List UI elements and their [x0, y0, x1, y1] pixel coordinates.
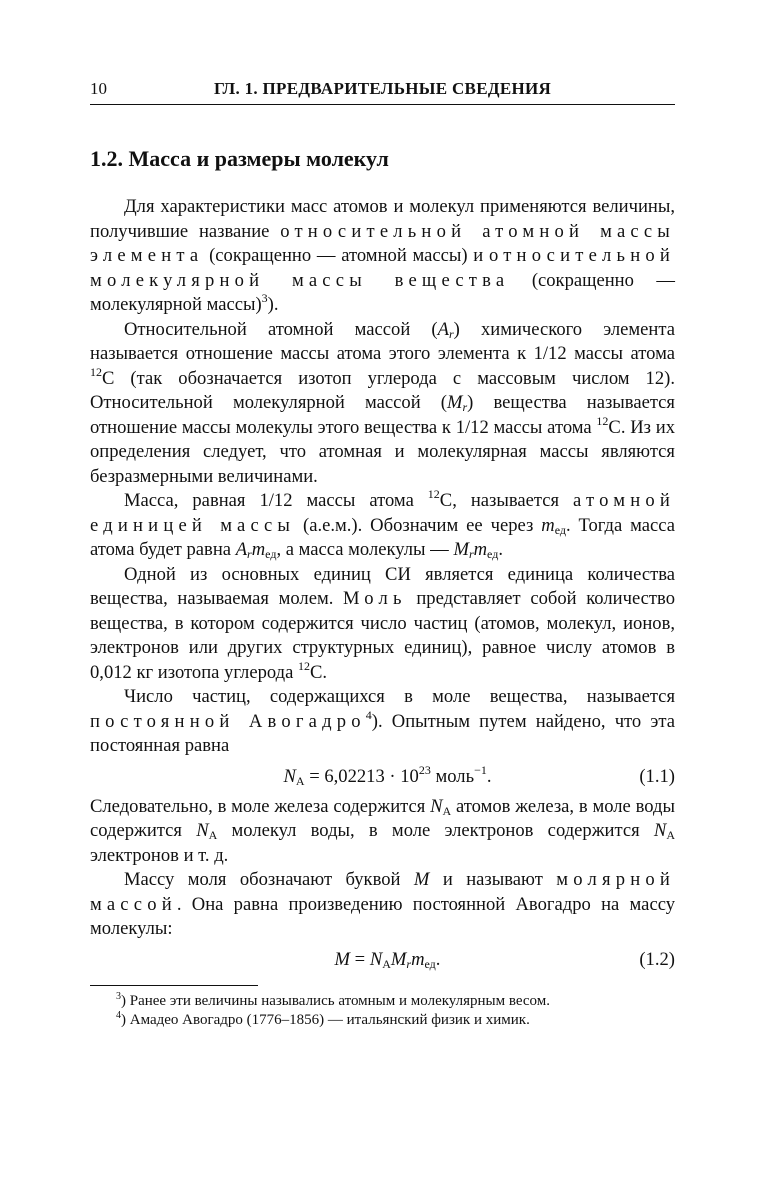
footnote-divider — [90, 985, 258, 986]
term-relative-molecular-mass: относительной молекулярной массы вещества — [90, 245, 675, 291]
paragraph-7: Массу моля обозначают буквой M и называют молярной массой. Она равна произведению постоянной Авогадро на массу молекулы: — [90, 869, 675, 939]
running-header — [90, 78, 675, 105]
term-relative-atomic-mass: относительной атомной массы элемента — [90, 220, 676, 266]
equation-number: (1.1) — [639, 765, 675, 787]
paragraph-4: Одной из основных единиц СИ является единица количества вещества, называемая молем. Моль представляет собой количество вещества, в котором содержится число частиц (атомов, молекул, ионов, электронов или других структурных единиц), равное числу атомов в 0,012 кг изотопа углерода $^{12}$C. — [90, 563, 675, 683]
section-title: 1.2. Масса и размеры молекул — [90, 146, 389, 171]
term-molar-mass: молярной массой — [90, 869, 675, 915]
term-atomic-mass-unit: атомной единицей массы — [90, 490, 675, 536]
section-body — [90, 195, 675, 975]
equation-1-2: $M = N_AM_rm_{ед}$. (1.2) — [90, 945, 675, 975]
footnote-3: $^3$) Ранее эти величины назывались атомным и молекулярным весом. — [116, 990, 551, 1009]
book-page — [90, 78, 675, 1030]
paragraph-5: Число частиц, содержащихся в моле вещества, называется постоянной Авогадро$^4$). Опытным путем найдено, что эта постоянная равна — [90, 686, 675, 756]
term-avogadro-constant: постоянной Авогадро — [90, 710, 366, 732]
paragraph-2: Относительной атомной массой $(A_r)$ химического элемента называется отношение массы атома этого элемента к 1/12 массы атома $^{12}$C (так обозначается изотоп углерода с массовым числом 12). Относительной молекулярной массой $(M_r)$ вещества называется отношение массы молекулы этого вещества к 1/12 массы атома $^{12}$C. Из их определения следует, что атомная и молекулярная массы являются безразмерными величинами. — [90, 318, 676, 487]
page-number: 10 — [90, 79, 107, 98]
running-title: ГЛ. 1. ПРЕДВАРИТЕЛЬНЫЕ СВЕДЕНИЯ — [214, 79, 552, 98]
equation-1-1: $N_A = 6,02213 \cdot 10^{23}$ моль$^{-1}$. (1.1) — [90, 762, 675, 792]
paragraph-1: Для характеристики масс атомов и молекул применяются величины, получившие название относительной атомной массы элемента (сокращенно — атомной массы) и относительной молекулярной массы вещества (сокращенно — молекулярной массы)$^3$). — [90, 196, 676, 315]
footnote-ref-4: 4 — [365, 707, 372, 722]
footnote-ref-3: 3 — [261, 291, 268, 305]
footnote-4: $^4$) Амадео Авогадро (1776–1856) — итальянский физик и химик. — [116, 1009, 530, 1028]
paragraph-3: Масса, равная 1/12 массы атома $^{12}$C, называется атомной единицей массы (а.е.м.). Обозначим ее через $m_{ед}$. Тогда масса атома будет равна $A_rm_{ед}$, а масса молекулы — $M_rm_{ед}$. — [90, 487, 676, 561]
term-mole: Моль — [343, 588, 407, 609]
equation-number: (1.2) — [639, 948, 675, 970]
paragraph-6: Следовательно, в моле железа содержится $N_A$ атомов железа, в моле воды содержится $N_A$ молекул воды, в моле электронов содержится $N_A$ электронов и т. д. — [90, 795, 675, 866]
